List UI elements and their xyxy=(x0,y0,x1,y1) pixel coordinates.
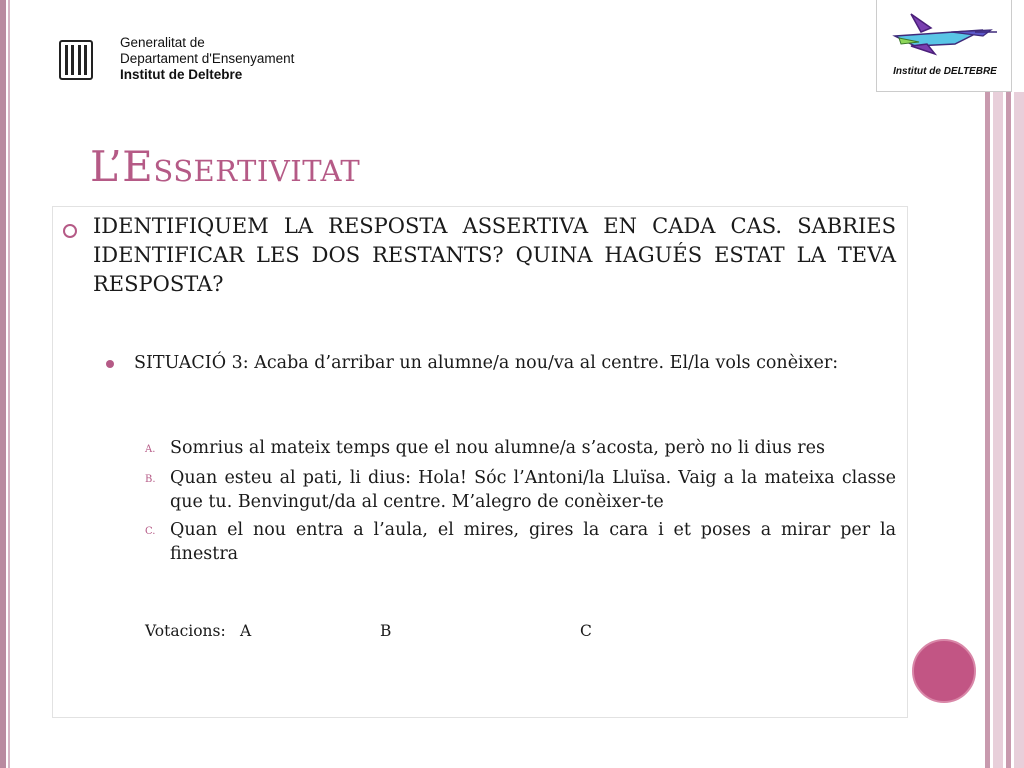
situation-text: SITUACIÓ 3: Acaba d’arribar un alumne/a nou/va al centre. El/la vols conèixer: xyxy=(134,353,839,373)
votes-label: Votacions: xyxy=(145,622,226,640)
right-stripe xyxy=(1006,92,1011,768)
vote-option-c: C xyxy=(580,622,592,640)
right-stripe xyxy=(985,92,990,768)
school-logo-box xyxy=(876,0,1012,92)
option-a-text: Somrius al mateix temps que el nou alumne/a s’acosta, però no li dius res xyxy=(170,438,825,458)
government-header xyxy=(120,35,294,83)
slide-title: L’Essertivitat xyxy=(90,142,361,191)
vote-option-a: A xyxy=(240,622,252,640)
circle-bullet-icon xyxy=(63,224,77,238)
left-border-line xyxy=(8,0,10,768)
main-question: IDENTIFIQUEM LA RESPOSTA ASSERTIVA EN CADA CAS. SABRIES IDENTIFICAR LES DOS RESTANTS? QUINA HAGUÉS ESTAT LA TEVA RESPOSTA? xyxy=(93,214,896,296)
right-stripe xyxy=(1014,92,1024,768)
gov-line-2: Departament d'Ensenyament xyxy=(120,51,295,66)
right-stripe xyxy=(993,92,1003,768)
vote-option-b: B xyxy=(380,622,392,640)
decorative-circle xyxy=(912,639,976,703)
option-letter-a: A. xyxy=(145,444,156,455)
option-letter-c: C. xyxy=(145,526,156,537)
option-b-text: Quan esteu al pati, li dius: Hola! Sóc l’Antoni/la Lluïsa. Vaig a la mateixa classe que tu. Benvingut/da al centre. M’alegro de conèixer-te xyxy=(170,468,896,512)
gov-line-3: Institut de Deltebre xyxy=(120,67,243,82)
option-letter-b: B. xyxy=(145,474,156,485)
option-c-text: Quan el nou entra a l’aula, el mires, gires la cara i et poses a mirar per la finestra xyxy=(170,520,896,564)
school-name: Institut de DELTEBRE xyxy=(893,66,997,77)
generalitat-logo-icon xyxy=(59,40,93,80)
rocket-logo-icon xyxy=(891,10,999,62)
gov-line-1: Generalitat de xyxy=(120,35,205,50)
left-border-stripe xyxy=(0,0,6,768)
dot-bullet-icon xyxy=(106,360,114,368)
